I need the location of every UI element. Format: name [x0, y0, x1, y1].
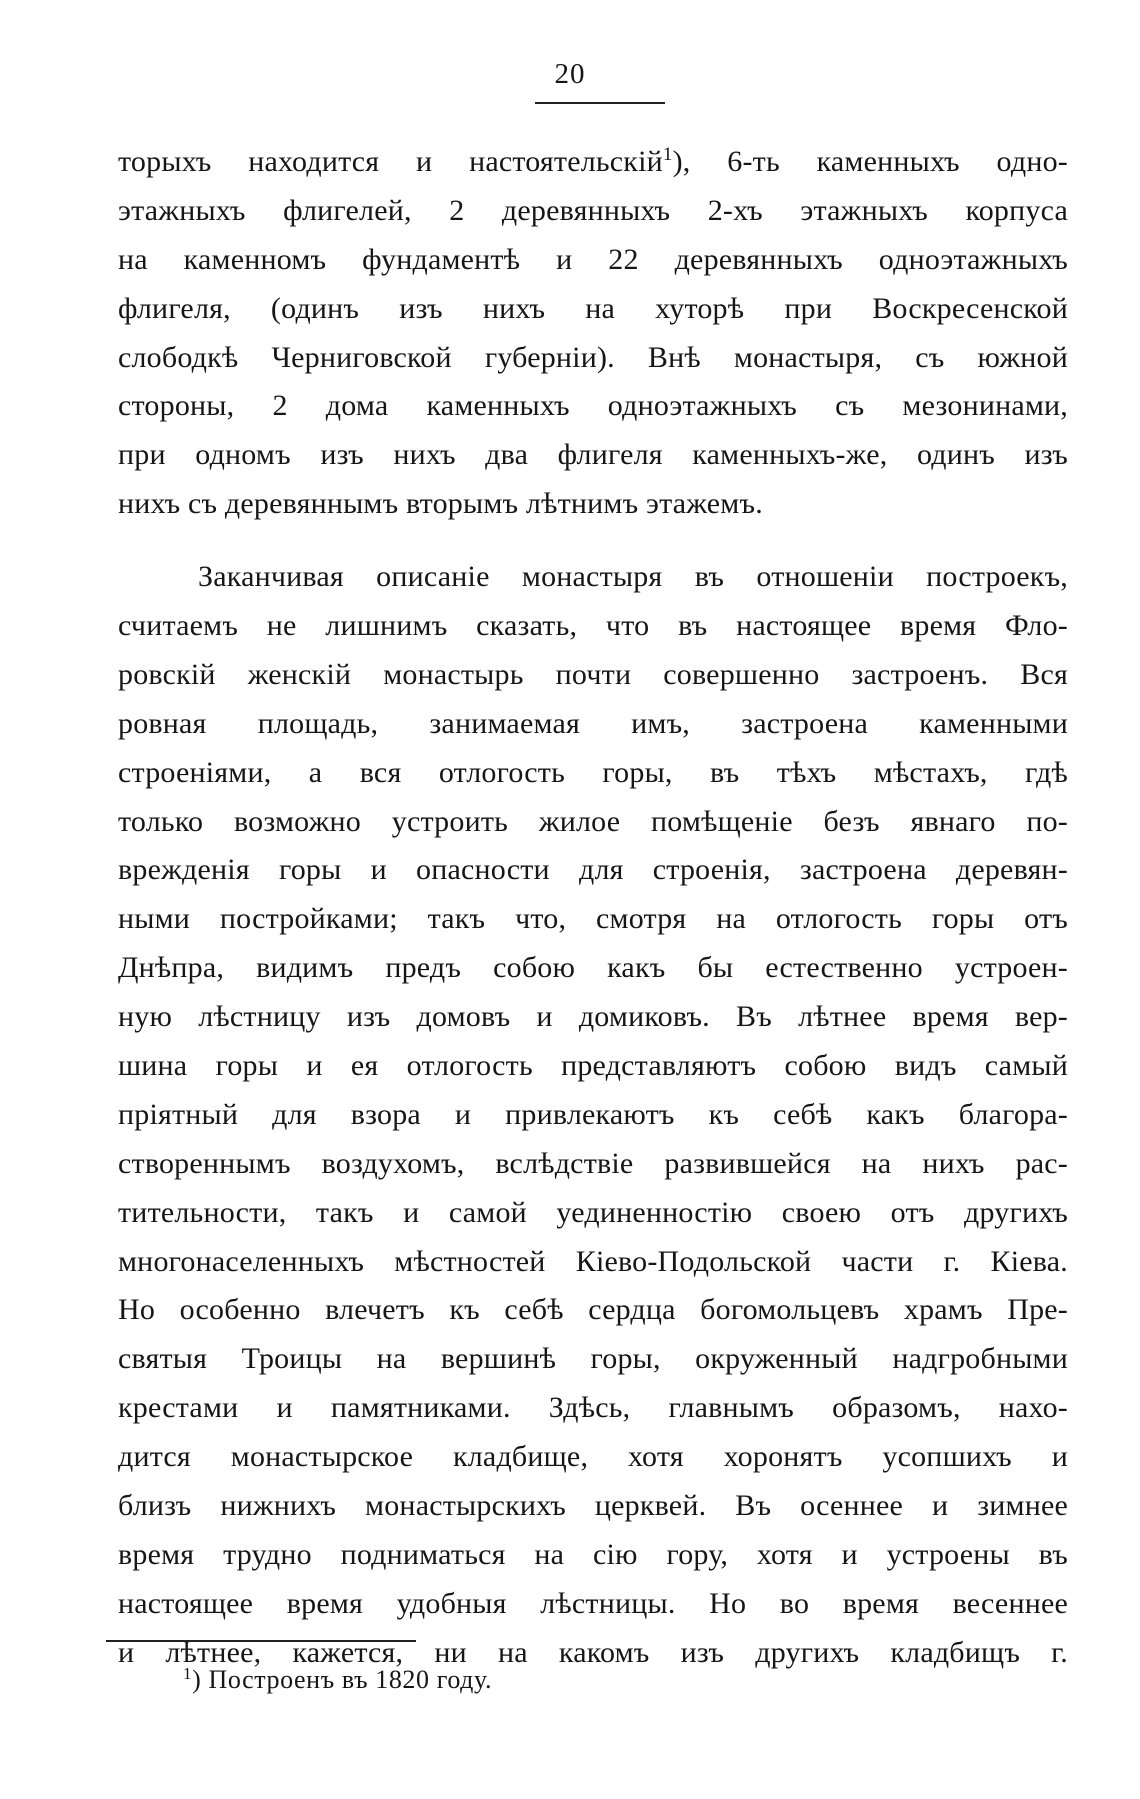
body-text	[118, 138, 1068, 1678]
footnote-text: Построенъ въ 1820 году.	[208, 1665, 493, 1694]
text-line: нихъ съ деревяннымъ вторымъ лѣтнимъ этажемъ.	[118, 487, 763, 521]
text-line: время трудно подниматься на сію гору, хотя и устроены въ	[118, 1537, 1068, 1571]
page-number: 20	[554, 58, 586, 90]
footnote-divider	[106, 1640, 416, 1642]
footnote	[183, 1665, 492, 1695]
text-line: тительности, такъ и самой уединенностію своею отъ другихъ	[118, 1195, 1068, 1229]
text-line: Но особенно влечетъ къ себѣ сердца богомольцевъ храмъ Пре-	[118, 1293, 1068, 1327]
text-line: считаемъ не лишнимъ сказать, что въ настоящее время Фло-	[118, 609, 1068, 643]
text-line	[118, 138, 1068, 187]
text-line: слободкѣ Черниговской губерніи). Внѣ монастыря, съ южной	[118, 340, 1068, 374]
text-line: створеннымъ воздухомъ, вслѣдствіе развившейся на нихъ рас-	[118, 1146, 1068, 1180]
paragraph-spacer	[118, 529, 1068, 553]
text-line: ную лѣстницу изъ домовъ и домиковъ. Въ лѣтнее время вер-	[118, 1000, 1068, 1034]
footnote-reference: 1	[662, 144, 673, 165]
text-line: пріятный для взора и привлекаютъ къ себѣ какъ благора-	[118, 1097, 1068, 1131]
text-line: врежденія горы и опасности для строенія, застроена деревян-	[118, 853, 1068, 887]
text-line: шина горы и ея отлогость представляютъ собою видъ самый	[118, 1049, 1068, 1083]
text-line: только возможно устроить жилое помѣщеніе безъ явнаго по-	[118, 804, 1068, 838]
text-line: этажныхъ флигелей, 2 деревянныхъ 2-хъ этажныхъ корпуса	[118, 193, 1068, 227]
text-line: Заканчивая описаніе монастыря въ отношеніи построекъ,	[198, 560, 1068, 594]
text-line: многонаселенныхъ мѣстностей Кіево-Подольской части г. Кіева.	[118, 1244, 1068, 1278]
text-line: строеніями, а вся отлогость горы, въ тѣхъ мѣстахъ, гдѣ	[118, 755, 1068, 789]
text-line: крестами и памятниками. Здѣсь, главнымъ образомъ, нахо-	[118, 1391, 1068, 1425]
footnote-marker-paren: )	[192, 1665, 202, 1694]
text-line: дится монастырское кладбище, хотя хоронятъ усопшихъ и	[118, 1440, 1068, 1474]
text-line: стороны, 2 дома каменныхъ одноэтажныхъ съ мезонинами,	[118, 389, 1068, 423]
text-line: ными постройками; такъ что, смотря на отлогость горы отъ	[118, 902, 1068, 936]
page-number-rule	[535, 102, 665, 104]
text-line: Днѣпра, видимъ предъ собою какъ бы естественно устроен-	[118, 951, 1068, 985]
text-line: настоящее время удобныя лѣстницы. Но во время весеннее	[118, 1586, 1068, 1620]
text-line-segment: торыхъ находится и настоятельскій	[118, 145, 663, 178]
text-line: близъ нижнихъ монастырскихъ церквей. Въ осеннее и зимнее	[118, 1489, 1068, 1523]
text-line: при одномъ изъ нихъ два флигеля каменныхъ-же, одинъ изъ	[118, 438, 1068, 472]
text-line: флигеля, (одинъ изъ нихъ на хуторѣ при Воскресенской	[118, 291, 1068, 325]
footnote-marker: 1	[183, 1664, 193, 1683]
text-line-segment: ), 6-ть каменныхъ одно-	[672, 145, 1068, 178]
text-line: святыя Троицы на вершинѣ горы, окруженный надгробными	[118, 1342, 1068, 1376]
text-line: ровскій женскій монастырь почти совершенно застроенъ. Вся	[118, 657, 1068, 691]
text-line: ровная площадь, занимаемая имъ, застроена каменными	[118, 706, 1068, 740]
text-line: на каменномъ фундаментѣ и 22 деревянныхъ одноэтажныхъ	[118, 242, 1068, 276]
text-line: и лѣтнее, кажется, ни на какомъ изъ другихъ кладбищъ г.	[118, 1635, 1068, 1669]
